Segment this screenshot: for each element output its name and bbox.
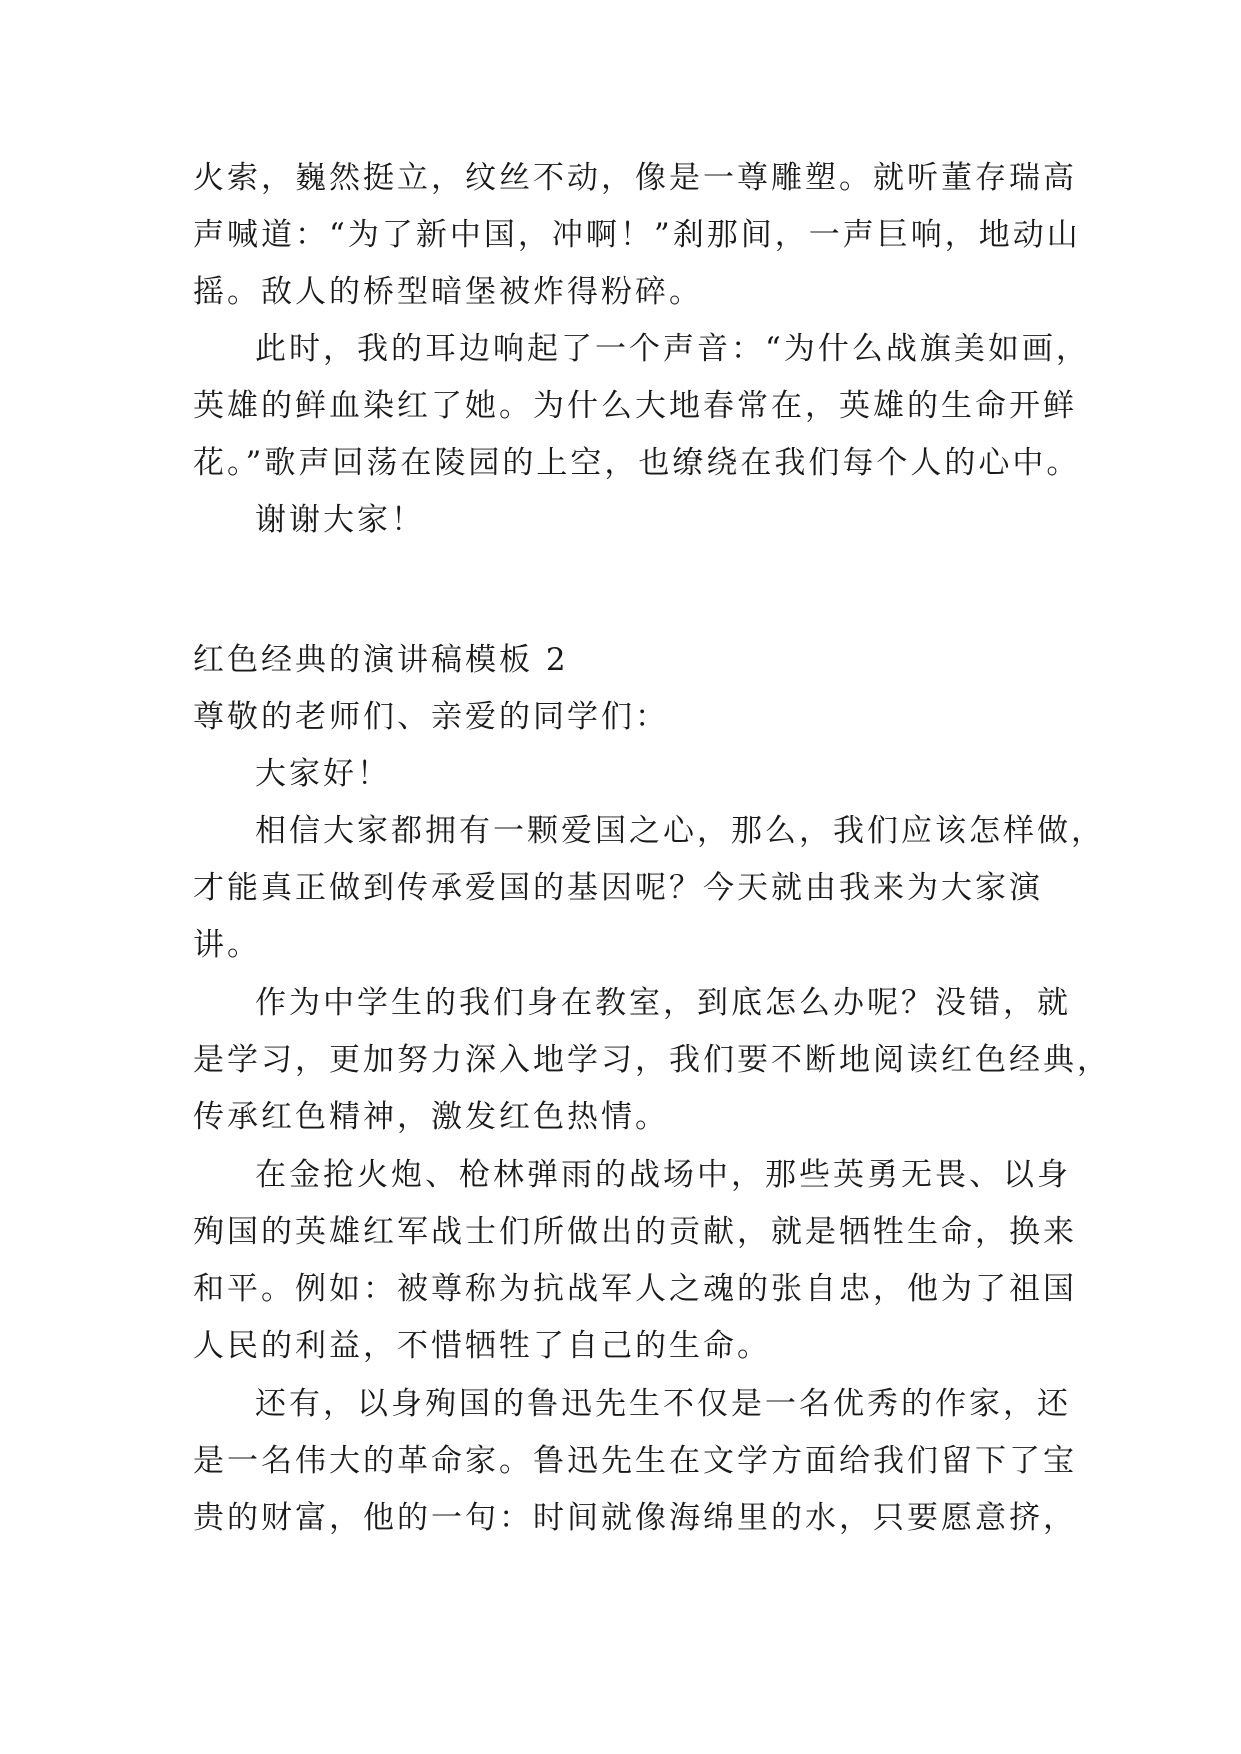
body-line: 英雄的鲜血染红了她。为什么大地春常在，英雄的生命开鲜 (193, 388, 1077, 424)
body-line: 花。”歌声回荡在陵园的上空，也缭绕在我们每个人的心中。 (193, 445, 1081, 481)
body-line: 谢谢大家！ (255, 502, 425, 538)
salutation: 尊敬的老师们、亲爱的同学们： (193, 699, 669, 735)
body-line: 传承红色精神，激发红色热情。 (193, 1099, 669, 1135)
body-line: 讲。 (193, 927, 261, 963)
body-line: 火索，巍然挺立，纹丝不动，像是一尊雕塑。就听董存瑞高 (193, 160, 1077, 196)
body-line: 殉国的英雄红军战士们所做出的贡献，就是牺牲生命，换来 (193, 1214, 1077, 1250)
body-line: 才能真正做到传承爱国的基因呢？今天就由我来为大家演 (193, 870, 1043, 906)
body-line: 声喊道：“为了新中国，冲啊！”刹那间，一声巨响，地动山 (193, 217, 1081, 253)
section-title: 红色经典的演讲稿模板 2 (193, 642, 569, 678)
body-line: 还有，以身殉国的鲁迅先生不仅是一名优秀的作家，还 (255, 1386, 1071, 1422)
body-line: 摇。敌人的桥型暗堡被炸得粉碎。 (193, 274, 703, 310)
body-line: 在金抢火炮、枪林弹雨的战场中，那些英勇无畏、以身 (255, 1157, 1071, 1193)
body-line: 人民的利益，不惜牺牲了自己的生命。 (193, 1328, 771, 1364)
body-line: 贵的财富，他的一句：时间就像海绵里的水，只要愿意挤， (193, 1500, 1077, 1536)
body-line: 和平。例如：被尊称为抗战军人之魂的张自忠，他为了祖国 (193, 1271, 1077, 1307)
body-line: 是学习，更加努力深入地学习，我们要不断地阅读红色经典， (193, 1042, 1111, 1078)
greeting: 大家好！ (255, 756, 391, 792)
body-line: 作为中学生的我们身在教室，到底怎么办呢？没错，就 (255, 985, 1071, 1021)
document-body (193, 158, 1111, 1538)
body-line: 此时，我的耳边响起了一个声音：“为什么战旗美如画， (255, 331, 1090, 367)
body-line: 相信大家都拥有一颗爱国之心，那么，我们应该怎样做， (255, 813, 1105, 849)
body-line: 是一名伟大的革命家。鲁迅先生在文学方面给我们留下了宝 (193, 1443, 1077, 1479)
